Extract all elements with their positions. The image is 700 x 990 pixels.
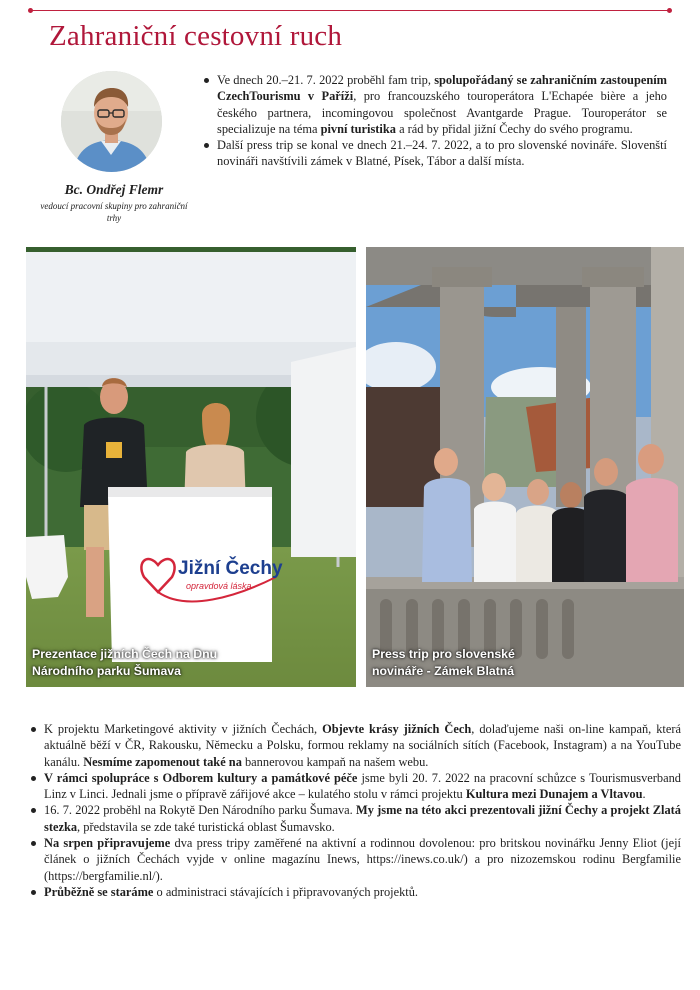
bold-text: pivní turistika — [320, 121, 396, 136]
text-run: K projektu Marketingové aktivity v jižních Čechách, — [44, 722, 323, 736]
activities-bullet-list — [44, 721, 681, 900]
author-name: Bc. Ondřej Flemr — [64, 182, 164, 197]
text-run: o administraci stávajících i připravovaných projektů. — [153, 884, 419, 899]
bold-text: V rámci spolupráce s Odborem kultury a památkové péče — [44, 770, 358, 785]
text-run: jsme byli 20. 7. 2022 na pracovní schůzce s Tourismusverband Linz v Linci. Jednali jsme o přípravě zářijové akce – kulatého stolu v rámci projektu — [44, 770, 681, 802]
text-run: Ve dnech 20.–21. 7. 2022 proběhl fam trip, — [217, 73, 435, 87]
header-rule-dot-left — [28, 8, 33, 13]
text-run: , dolaďujeme naši on-line kampaň, která aktuálně běží v ČR, Rakousku, Německu a Polsku, formou reklamy na sociálních sítích (Facebook, Instagram) a na YouTube kanálu. — [44, 722, 681, 769]
header-rule-dot-right — [667, 8, 672, 13]
list-item — [217, 137, 667, 170]
bold-text: spolupořádaný se zahraničním zastoupením CzechTourismu v Paříži — [217, 73, 667, 104]
photo-national-park-day — [26, 247, 356, 687]
intro-bullet-list — [217, 72, 667, 170]
bold-text: My jsme na této akci prezentovali jižní Čechy a projekt Zlatá stezka — [44, 803, 681, 834]
list-item — [44, 884, 681, 900]
photo-caption-left: Prezentace jižních Čech na Dnu Národního parku Šumava — [32, 647, 218, 678]
list-item — [44, 721, 681, 770]
banner-subtitle: opravdová láska — [186, 581, 252, 591]
bold-text: Objevte krásy jižních Čech — [322, 722, 472, 736]
photo-zamek-blatna — [366, 247, 684, 687]
list-item — [44, 802, 681, 835]
bold-text: Na srpen připravujeme — [44, 836, 171, 851]
text-run: Další press trip se konal ve dnech 21.–24. 7. 2022, a to pro slovenské novináře. Slovenští novináři navštívili zámek v Blatné, Písek, Tábor a další místa. — [217, 138, 667, 169]
bold-text: Nesmíme zapomenout také na — [83, 754, 242, 769]
bold-text: Průběžně se staráme — [44, 884, 154, 899]
photo-caption-right: Press trip pro slovenské novináře - Zámek Blatná — [372, 647, 515, 678]
list-item — [44, 770, 681, 803]
author-avatar — [61, 71, 162, 172]
list-item — [44, 835, 681, 884]
header-rule — [30, 10, 670, 11]
text-run: . — [642, 787, 646, 802]
banner-title: Jižní Čechy — [178, 558, 283, 579]
page-title: Zahraniční cestovní ruch — [49, 20, 343, 52]
text-run: dva press tripy zaměřené na aktivní a rodinnou dovolenou: pro britskou novinářku Jenny Eliot (její článek o jižních Čechách vyjde v online magazínu Inews, https://inews.co.uk/) a pro nizozemskou rodinu Bergfamilie (https://bergfamilie.nl/). — [44, 836, 681, 883]
author-role: vedoucí pracovní skupiny pro zahraniční trhy — [40, 201, 188, 223]
text-run: , představila se zde také turistická oblast Šumavsko. — [77, 819, 335, 834]
text-run: 16. 7. 2022 proběhl na Rokytě Den Národního parku Šumava. — [44, 803, 357, 818]
text-run: a rád by přidal jižní Čechy do svého programu. — [395, 121, 633, 136]
bold-text: Kultura mezi Dunajem a Vltavou — [465, 787, 643, 802]
text-run: , pro francouzského touroperátora L'Echapée bière a jeho českého partnera, incomingovou společnost Avantgarde Prague. Touroperátor se specializuje na téma — [217, 89, 667, 136]
text-run: bannerovou kampaň na našem webu. — [241, 754, 429, 769]
list-item — [217, 72, 667, 137]
